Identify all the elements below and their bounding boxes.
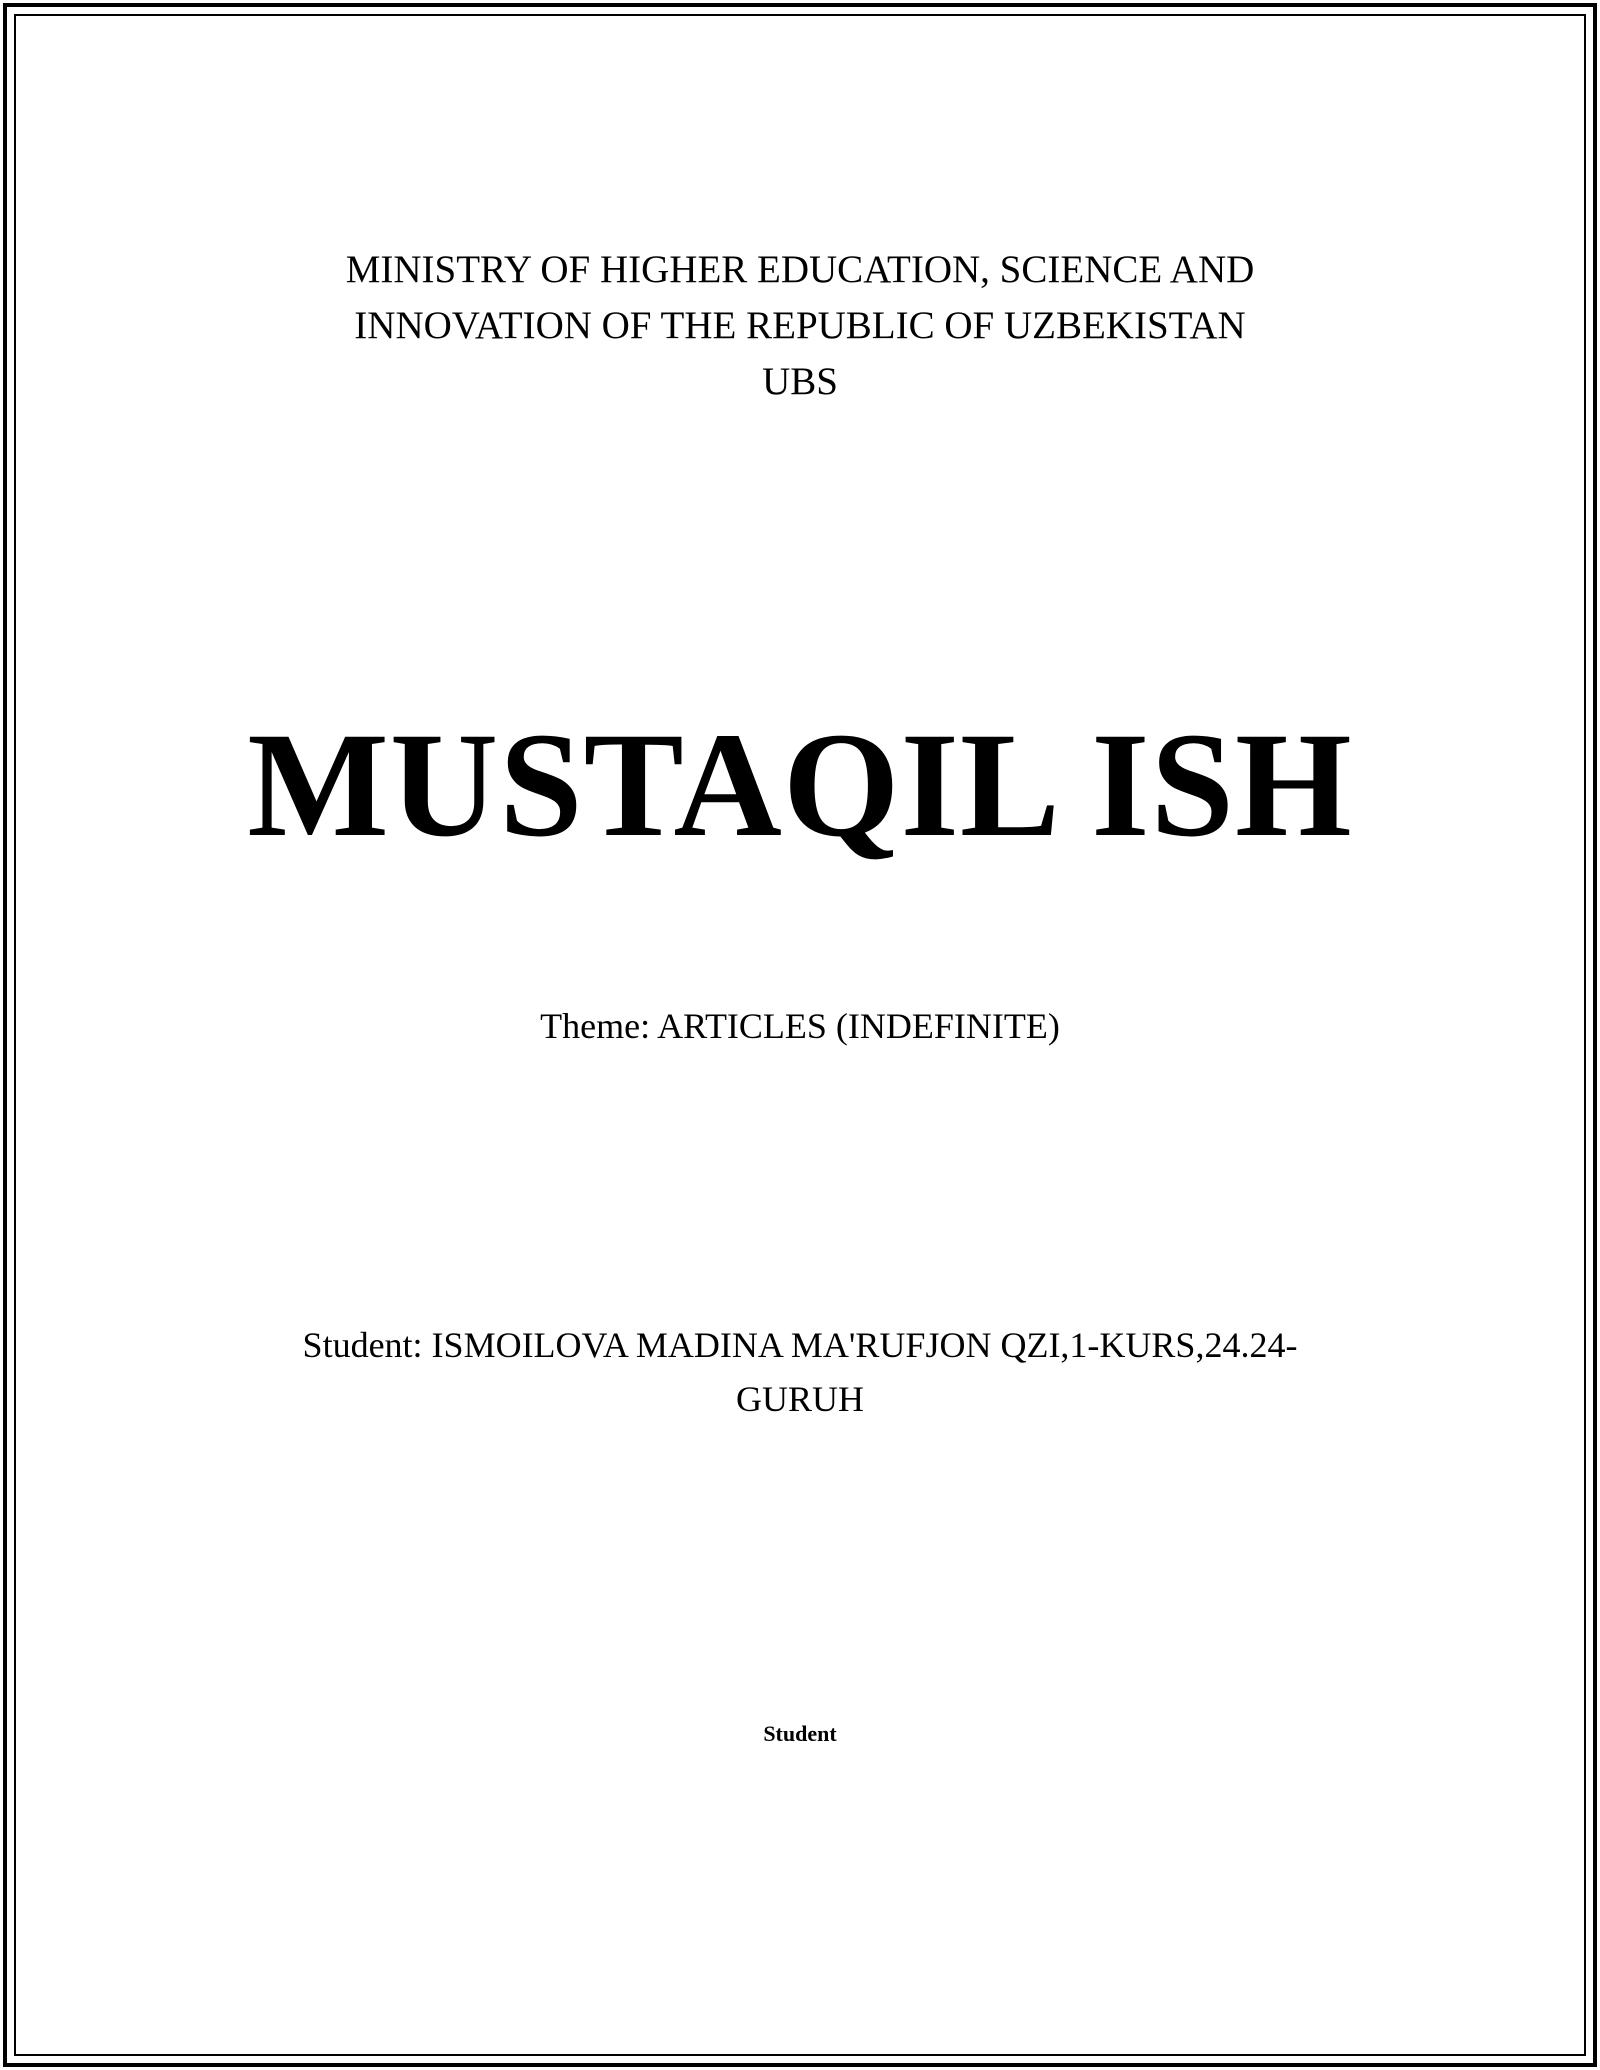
student-info-line-1: Student: ISMOILOVA MADINA MA'RUFJON QZI,1-KURS,24.24- — [302, 1325, 1298, 1365]
ministry-header — [0, 242, 1600, 410]
document-title: MUSTAQIL ISH — [247, 702, 1353, 868]
ministry-line-2: INNOVATION OF THE REPUBLIC OF UZBEKISTAN — [354, 304, 1246, 347]
ministry-line-1: MINISTRY OF HIGHER EDUCATION, SCIENCE AND — [345, 248, 1255, 291]
theme-line: Theme: ARTICLES (INDEFINITE) — [540, 1006, 1060, 1046]
student-info-line-2: GURUH — [735, 1379, 864, 1419]
institution-name: UBS — [762, 360, 838, 403]
student-info — [0, 1318, 1600, 1426]
student-label: Student — [763, 1721, 837, 1746]
